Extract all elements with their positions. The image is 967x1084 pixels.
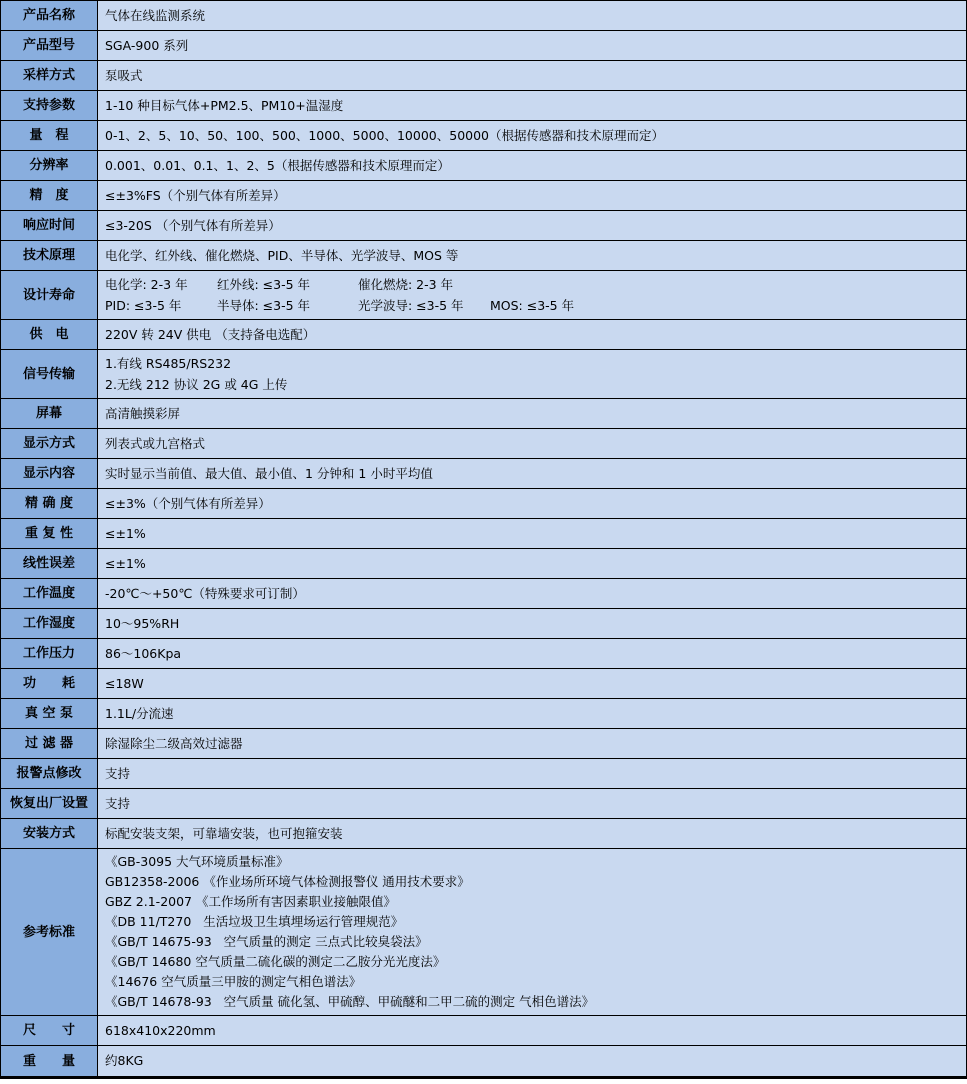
spec-value-line: 支持: [105, 795, 131, 811]
spec-value-segment: 光学波导: ≤3-5 年: [358, 298, 464, 313]
spec-row: [1, 519, 966, 549]
spec-row-value: [98, 241, 966, 270]
spec-value-line: 除湿除尘二级高效过滤器: [105, 735, 243, 751]
spec-value-line: 《DB 11/T270 生活垃圾卫生填埋场运行管理规范》: [105, 914, 404, 929]
spec-row-label: 工作湿度: [1, 609, 98, 638]
spec-row-value: [98, 819, 966, 848]
spec-row: [1, 121, 966, 151]
spec-value-line: 《GB-3095 大气环境质量标准》: [105, 854, 289, 869]
spec-row-value: [98, 549, 966, 578]
spec-value-line: 支持: [105, 765, 131, 781]
spec-row-label: 供 电: [1, 320, 98, 349]
spec-row-label: 采样方式: [1, 61, 98, 90]
spec-value-line: 列表式或九宫格式: [105, 435, 206, 451]
spec-row: [1, 849, 966, 1016]
spec-row-value: [98, 181, 966, 210]
spec-row: [1, 211, 966, 241]
spec-row-value: [98, 320, 966, 349]
spec-value-line: 高清触摸彩屏: [105, 405, 181, 421]
spec-value-line: ≤±1%: [105, 525, 146, 541]
spec-value-segment: 半导体: ≤3-5 年: [217, 298, 311, 313]
spec-value-line: ≤±3%FS（个别气体有所差异）: [105, 187, 286, 203]
spec-row: [1, 579, 966, 609]
spec-row-label: 产品名称: [1, 1, 98, 30]
spec-value-line: 0.001、0.01、0.1、1、2、5（根据传感器和技术原理而定）: [105, 157, 450, 173]
spec-row-label: 支持参数: [1, 91, 98, 120]
spec-value-line: 618x410x220mm: [105, 1022, 216, 1038]
spec-row: [1, 429, 966, 459]
spec-row-value: [98, 350, 966, 398]
spec-row: [1, 181, 966, 211]
spec-row-label: 功 耗: [1, 669, 98, 698]
spec-row: [1, 1, 966, 31]
spec-row-label: 分辨率: [1, 151, 98, 180]
spec-value-line: 实时显示当前值、最大值、最小值、1 分钟和 1 小时平均值: [105, 465, 433, 481]
spec-row-label: 过 滤 器: [1, 729, 98, 758]
spec-value-segment: 催化燃烧: 2-3 年: [358, 277, 454, 292]
spec-row-label: 重 复 性: [1, 519, 98, 548]
spec-row-value: [98, 91, 966, 120]
spec-row-label: 工作压力: [1, 639, 98, 668]
spec-value-line: 《GB/T 14680 空气质量二硫化碳的测定二乙胺分光光度法》: [105, 954, 446, 969]
spec-value-line: 约8KG: [105, 1053, 144, 1068]
spec-value-line: [105, 295, 960, 316]
spec-row: [1, 241, 966, 271]
spec-value-line: 《GB/T 14678-93 空气质量 硫化氢、甲硫醇、甲硫醚和二甲二硫的测定 气相色谱法》: [105, 994, 595, 1009]
spec-value-line: 1.1L/分流速: [105, 705, 174, 721]
spec-row: [1, 699, 966, 729]
spec-row: [1, 1016, 966, 1046]
spec-row: [1, 91, 966, 121]
spec-row: [1, 31, 966, 61]
spec-value-line: 标配安装支架，可靠墙安装，也可抱箍安装: [105, 825, 343, 841]
spec-row-label: 参考标准: [1, 849, 98, 1015]
spec-value-line: 1.有线 RS485/RS232: [105, 356, 232, 371]
spec-value-line: ≤3-20S （个别气体有所差异）: [105, 217, 281, 233]
spec-row-value: [98, 1046, 966, 1076]
spec-row-label: 尺 寸: [1, 1016, 98, 1045]
spec-row: [1, 639, 966, 669]
spec-row-value: [98, 151, 966, 180]
spec-value-line: ≤±3%（个别气体有所差异）: [105, 495, 271, 511]
spec-row-value: [98, 429, 966, 458]
spec-row: [1, 320, 966, 350]
spec-row: [1, 399, 966, 429]
spec-row-label: 报警点修改: [1, 759, 98, 788]
spec-row-label: 响应时间: [1, 211, 98, 240]
spec-row-value: [98, 609, 966, 638]
spec-row-value: [98, 729, 966, 758]
spec-value-segment: 电化学: 2-3 年: [105, 277, 188, 292]
spec-row: [1, 789, 966, 819]
spec-row: [1, 271, 966, 320]
spec-row-value: [98, 699, 966, 728]
spec-value-line: -20℃～+50℃（特殊要求可订制）: [105, 585, 305, 601]
spec-row-value: [98, 1, 966, 30]
spec-row-value: [98, 121, 966, 150]
spec-value-line: 《GB/T 14675-93 空气质量的测定 三点式比较臭袋法》: [105, 934, 428, 949]
spec-row: [1, 61, 966, 91]
spec-row-value: [98, 211, 966, 240]
spec-row: [1, 489, 966, 519]
spec-value-line: 10～95%RH: [105, 615, 180, 631]
spec-value-line: 电化学、红外线、催化燃烧、PID、半导体、光学波导、MOS 等: [105, 247, 459, 263]
spec-value-segment: 红外线: ≤3-5 年: [217, 277, 311, 292]
spec-row-label: 安装方式: [1, 819, 98, 848]
spec-row-label: 设计寿命: [1, 271, 98, 319]
spec-row-label: 技术原理: [1, 241, 98, 270]
spec-value-line: 气体在线监测系统: [105, 7, 206, 23]
spec-row-label: 精 度: [1, 181, 98, 210]
spec-row-value: [98, 399, 966, 428]
spec-row: [1, 669, 966, 699]
spec-row: [1, 729, 966, 759]
spec-row-value: [98, 789, 966, 818]
spec-row: [1, 819, 966, 849]
spec-value-line: 86～106Kpa: [105, 645, 182, 661]
spec-row-value: [98, 579, 966, 608]
spec-row: [1, 459, 966, 489]
spec-row-value: [98, 849, 966, 1015]
spec-value-line: SGA-900 系列: [105, 37, 189, 53]
spec-row-value: [98, 759, 966, 788]
spec-row-label: 产品型号: [1, 31, 98, 60]
spec-value-line: GB12358-2006 《作业场所环境气体检测报警仪 通用技术要求》: [105, 874, 470, 889]
spec-value-line: ≤±1%: [105, 555, 146, 571]
spec-row: [1, 549, 966, 579]
spec-row-value: [98, 459, 966, 488]
spec-value-line: 2.无线 212 协议 2G 或 4G 上传: [105, 377, 288, 392]
spec-row: [1, 151, 966, 181]
spec-row: [1, 1046, 966, 1076]
spec-value-line: 泵吸式: [105, 67, 143, 83]
spec-row-value: [98, 61, 966, 90]
spec-row-value: [98, 669, 966, 698]
spec-row-label: 工作温度: [1, 579, 98, 608]
spec-row-label: 重 量: [1, 1046, 98, 1076]
spec-value-line: 0-1、2、5、10、50、100、500、1000、5000、10000、50000（根据传感器和技术原理而定）: [105, 127, 665, 143]
spec-row-value: [98, 489, 966, 518]
spec-row-value: [98, 639, 966, 668]
spec-row: [1, 609, 966, 639]
spec-row: [1, 759, 966, 789]
spec-value-line: 220V 转 24V 供电 （支持备电选配）: [105, 326, 316, 342]
spec-row-label: 精 确 度: [1, 489, 98, 518]
spec-value-line: 1-10 种目标气体+PM2.5、PM10+温湿度: [105, 97, 344, 113]
spec-row-value: [98, 31, 966, 60]
spec-value-segment: PID: ≤3-5 年: [105, 298, 182, 313]
spec-row-value: [98, 271, 966, 319]
spec-value-segment: MOS: ≤3-5 年: [490, 298, 575, 313]
spec-row-value: [98, 519, 966, 548]
spec-value-line: 《14676 空气质量三甲胺的测定气相色谱法》: [105, 974, 362, 989]
spec-row-label: 恢复出厂设置: [1, 789, 98, 818]
spec-row-label: 量 程: [1, 121, 98, 150]
spec-row-label: 显示方式: [1, 429, 98, 458]
spec-value-line: ≤18W: [105, 675, 144, 691]
spec-row-value: [98, 1016, 966, 1045]
spec-row-label: 线性误差: [1, 549, 98, 578]
spec-value-line: [105, 274, 960, 295]
spec-value-line: GBZ 2.1-2007 《工作场所有害因素职业接触限值》: [105, 894, 396, 909]
spec-row-label: 显示内容: [1, 459, 98, 488]
spec-row-label: 真 空 泵: [1, 699, 98, 728]
spec-row-label: 信号传输: [1, 350, 98, 398]
spec-row-label: 屏幕: [1, 399, 98, 428]
spec-row: [1, 350, 966, 399]
